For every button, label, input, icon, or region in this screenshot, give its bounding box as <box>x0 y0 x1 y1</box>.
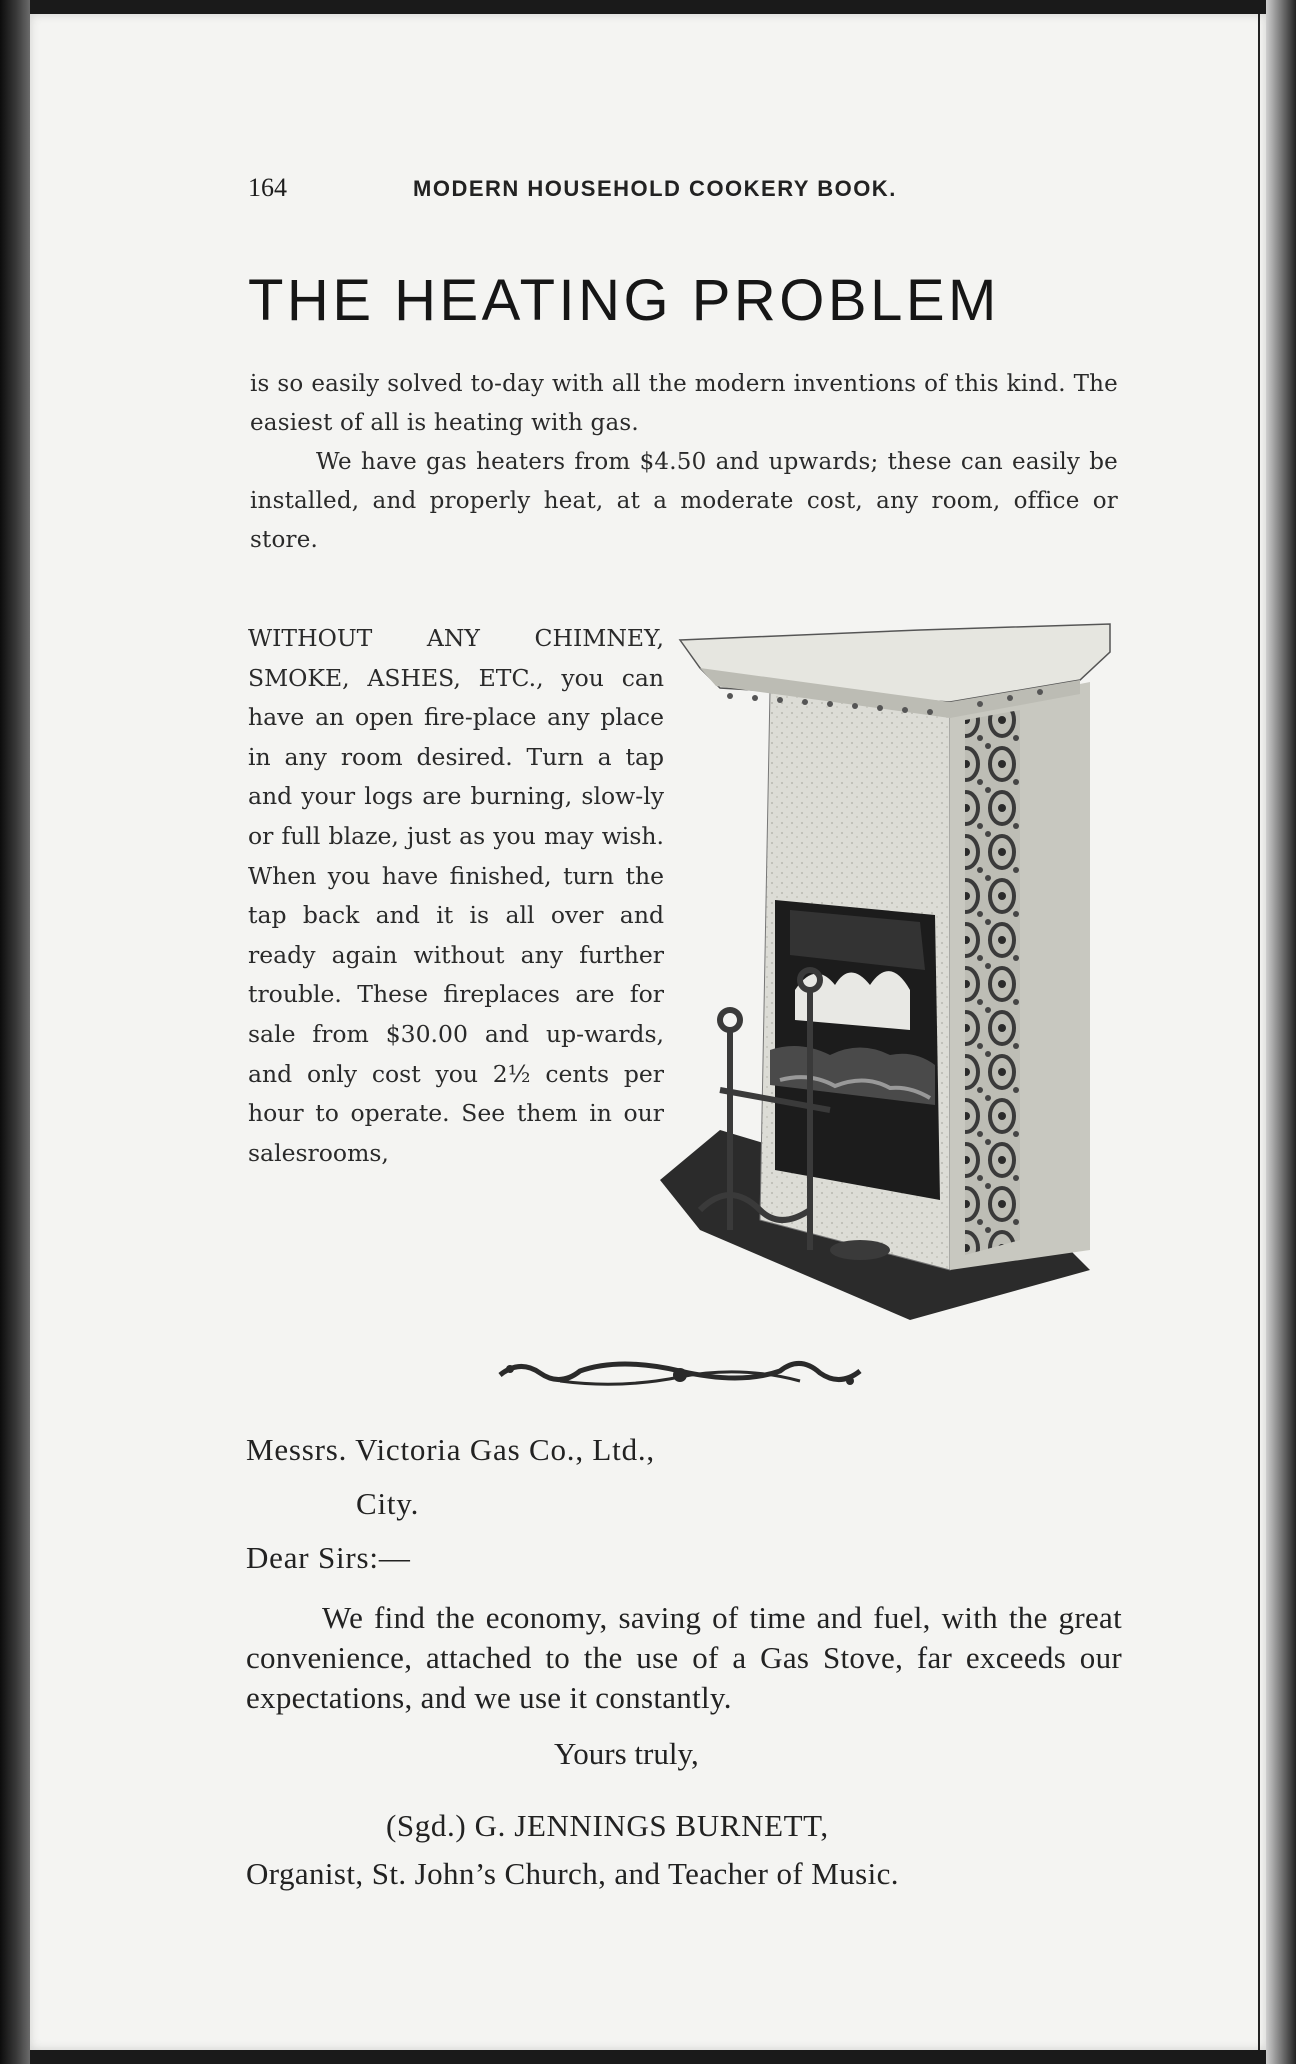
page-edge <box>1258 14 1260 2050</box>
letter-addressee: Messrs. Victoria Gas Co., Ltd., <box>246 1432 655 1467</box>
ad-title: THE HEATING PROBLEM <box>248 268 1000 333</box>
decorative-divider <box>490 1355 870 1395</box>
fireplace-description <box>248 619 664 1173</box>
intro-paragraph-1: is so easily solved to-day with all the modern inventions of this kind. The easiest of all is heating with gas. <box>250 371 1118 436</box>
letter-salutation: Dear Sirs:— <box>246 1540 411 1575</box>
running-header <box>248 173 1118 203</box>
side-text: WITHOUT ANY CHIMNEY, SMOKE, ASHES, ETC., you can have an open fire-place any place in any room desired. Turn a tap and your logs are burning, slow-ly or full blaze, just as you may wish. When you have finished, turn the tap back and it is all over and ready again without any further trouble. These fireplaces are for sale from $30.00 and up-wards, and only cost you 2½ cents per hour to operate. See them in our salesrooms, <box>248 624 664 1167</box>
intro-paragraph-2: We have gas heaters from $4.50 and upwards; these can easily be installed, and properly heat, at a moderate cost, any room, office or store. <box>250 449 1118 553</box>
testimonial-letter <box>246 1430 1122 1892</box>
running-title: MODERN HOUSEHOLD COOKERY BOOK. <box>413 176 897 201</box>
signer-credentials: Organist, St. John’s Church, and Teacher of Music. <box>246 1856 899 1891</box>
intro-text <box>250 365 1118 560</box>
letter-body: We find the economy, saving of time and fuel, with the great convenience, attached to the use of a Gas Stove, far exceeds our expectations, and we use it constantly. <box>246 1600 1122 1715</box>
letter-city: City. <box>356 1486 420 1521</box>
letter-closing: Yours truly, <box>554 1736 699 1771</box>
book-edge-right <box>1266 0 1296 2064</box>
book-spine <box>0 0 30 2064</box>
letter-signature: (Sgd.) G. JENNINGS BURNETT, <box>386 1808 829 1843</box>
page-number: 164 <box>248 173 287 202</box>
gas-fireplace-illustration <box>660 610 1120 1330</box>
